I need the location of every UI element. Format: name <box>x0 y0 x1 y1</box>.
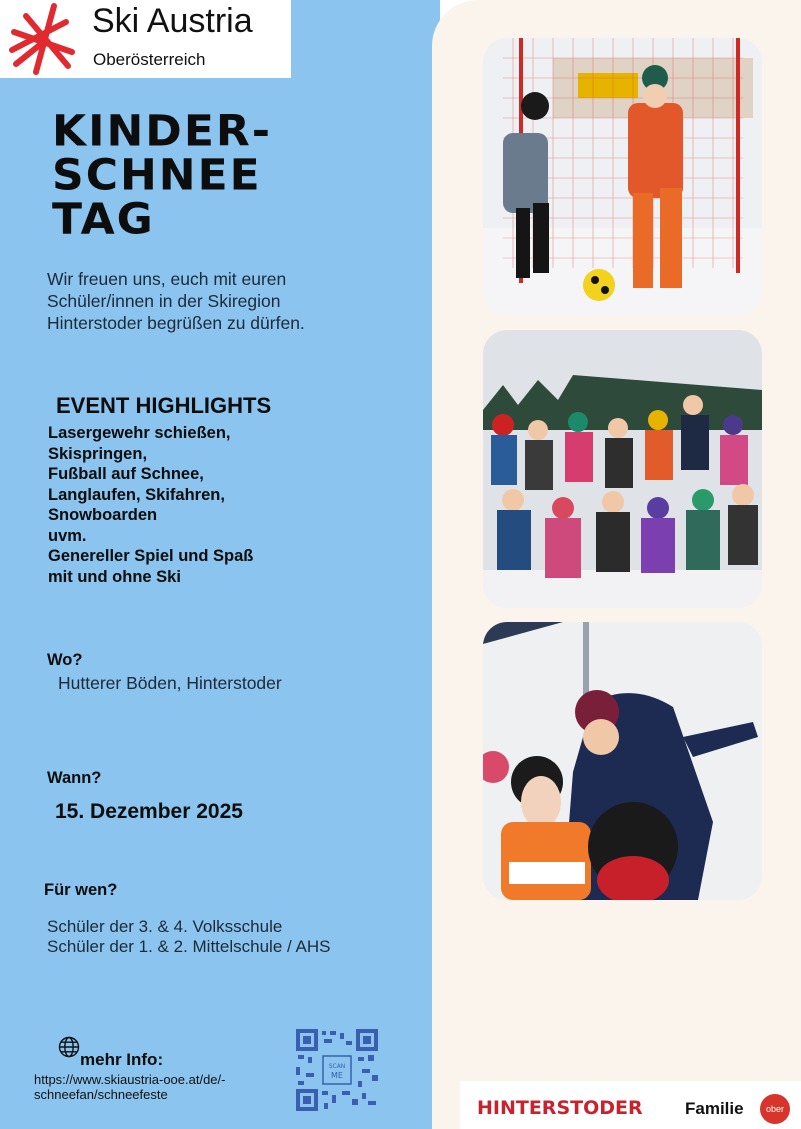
highlights-list <box>48 423 348 587</box>
highlight-item: Fußball auf Schnee, <box>48 465 204 483</box>
audience-line: Schüler der 1. & 2. Mittelschule / AHS <box>47 937 331 956</box>
highlight-item: Snowboarden <box>48 506 158 524</box>
hinterstoder-red: HINTER <box>477 1097 557 1119</box>
logo-subtitle: Oberösterreich <box>93 50 206 69</box>
svg-text:SCAN: SCAN <box>328 1063 346 1070</box>
hinterstoder-dark: STODER <box>556 1097 643 1119</box>
highlight-item: Lasergewehr schießen, <box>48 424 231 442</box>
qr-code[interactable] <box>296 1029 378 1111</box>
logo-title: Ski Austria <box>92 2 253 40</box>
page-title <box>52 106 273 245</box>
more-info-label: mehr Info: <box>80 1050 164 1069</box>
photo-kids-football <box>483 38 762 316</box>
highlight-item: Langlaufen, Skifahren, <box>48 485 225 504</box>
highlight-item: Genereller Spiel und Spaß <box>48 547 254 565</box>
logo-star-icon <box>6 2 78 76</box>
when-label: Wann? <box>47 769 102 787</box>
who-label: Für wen? <box>44 881 118 899</box>
photo-group-kids <box>483 330 762 608</box>
ober-badge: ober <box>760 1094 790 1124</box>
highlights-heading: EVENT HIGHLIGHTS <box>56 393 272 418</box>
photo-instructor-kids <box>483 622 762 900</box>
highlight-item: Skispringen, <box>48 444 148 463</box>
svg-text:ME: ME <box>331 1071 343 1080</box>
title-line: SCHNEE <box>52 150 262 201</box>
ski-austria-logo <box>0 0 291 78</box>
info-url-link[interactable]: https://www.skiaustria-ooe.at/de/-schneefan/schneefeste <box>34 1072 226 1102</box>
where-value: Hutterer Böden, Hinterstoder <box>58 673 282 693</box>
highlight-item: uvm. <box>48 526 87 545</box>
audience-line: Schüler der 3. & 4. Volksschule <box>47 917 283 936</box>
where-label: Wo? <box>47 651 83 669</box>
familie-logo-text: Familie <box>685 1099 744 1118</box>
title-line: TAG <box>52 194 155 245</box>
title-line: KINDER- <box>52 106 273 157</box>
intro-text: Wir freuen uns, euch mit euren Schüler/innen in der Skiregion Hinterstoder begrüßen zu dürfen. <box>47 269 305 333</box>
hinterstoder-logo <box>477 1097 643 1119</box>
globe-icon <box>58 1036 80 1058</box>
event-date: 15. Dezember 2025 <box>55 800 243 823</box>
highlight-item: mit und ohne Ski <box>48 567 181 586</box>
target-audience <box>47 917 330 957</box>
